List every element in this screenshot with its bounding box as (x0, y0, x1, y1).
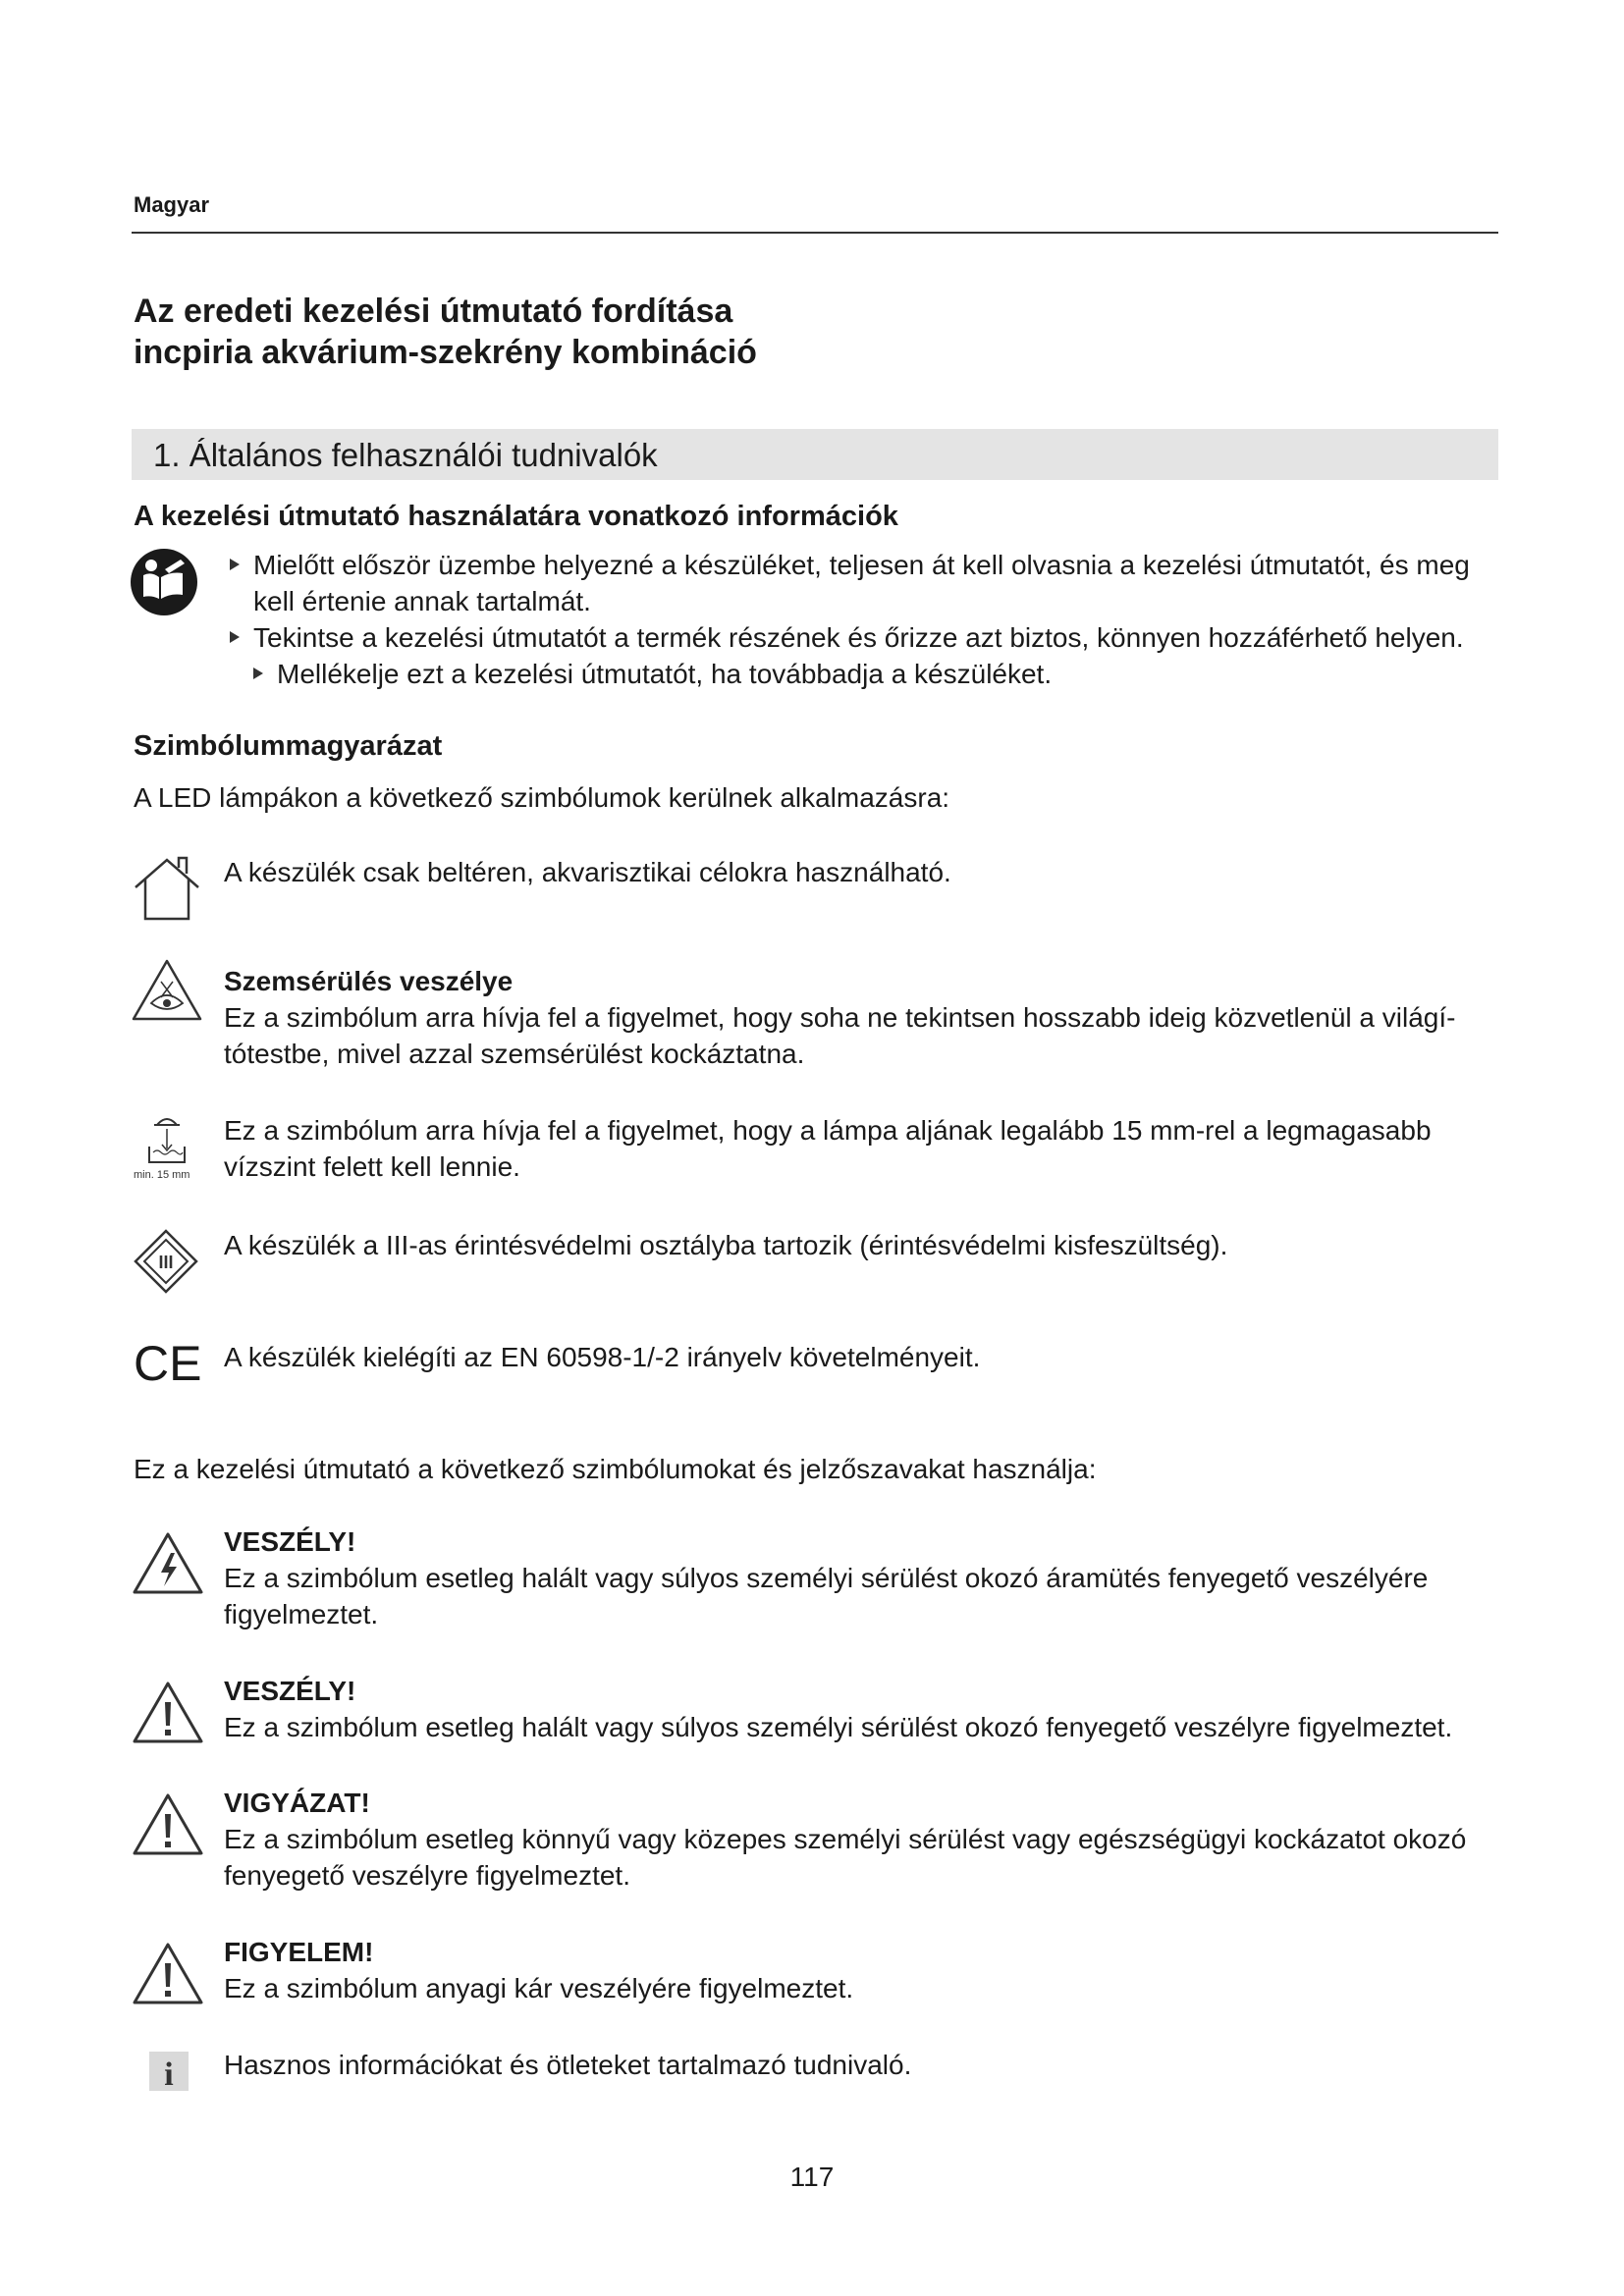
electric-hazard-icon (132, 1531, 204, 1596)
warning-triangle-icon (132, 1792, 204, 1857)
danger-line-1: Ez a szimbólum esetleg halált vagy súlyos személyi sérülést okozó fenyegető veszélyre figyelmeztet. (224, 1712, 1453, 1742)
section-title (153, 438, 658, 473)
header-divider (132, 232, 1498, 234)
read-manual-icon (130, 548, 198, 616)
section-title-text: Általános felhasználói tudnivalók (189, 437, 658, 473)
usage-bullet-1: Mielőtt először üzembe helyezné a készüléket, teljesen át kell olvasnia a kezelési útmutatót, és meg (230, 547, 1470, 583)
ce-mark-icon (134, 1336, 206, 1391)
symbols-intro: A LED lámpákon a következő szimbólumok kerülnek alkalmazásra: (134, 782, 950, 813)
usage-bullet-3: Mellékelje ezt a kezelési útmutatót, ha továbbadja a készüléket. (253, 656, 1052, 692)
ce-text: A készülék kielégíti az EN 60598-1/-2 irányelv követelményeit. (224, 1342, 981, 1372)
title-line-2: incpiria akvárium-szekrény kombináció (134, 334, 757, 371)
class-iii-text: A készülék a III-as érintésvédelmi osztályba tartozik (érintésvédelmi kisfeszültség). (224, 1230, 1228, 1260)
min-distance-water-icon (132, 1111, 202, 1182)
signal-words-intro: Ez a kezelési útmutató a következő szimbólumokat és jelzőszavakat használja: (134, 1454, 1097, 1484)
eye-injury-warning-icon (132, 958, 202, 1023)
eye-warning-line-2: tótestbe, mivel azzal szemsérülést kockáztatna. (224, 1039, 805, 1069)
section-number: 1. (153, 437, 181, 473)
title-line-1: Az eredeti kezelési útmutató fordítása (134, 293, 733, 330)
warning-triangle-icon (132, 1681, 204, 1745)
symbols-heading: Szimbólummagyarázat (134, 730, 443, 762)
eye-warning-title: Szemsérülés veszélye (224, 966, 514, 996)
usage-bullet-2: Tekintse a kezelési útmutatót a termék részének és őrizze azt biztos, könnyen hozzáférhető helyen. (230, 619, 1464, 656)
distance-line-2: vízszint felett kell lennie. (224, 1151, 520, 1182)
eye-warning-line-1: Ez a szimbólum arra hívja fel a figyelmet, hogy soha ne tekintsen hosszabb ideig közvetlenül a világí- (224, 1002, 1456, 1033)
document-title (134, 291, 757, 373)
protection-class-iii-icon (134, 1229, 198, 1294)
danger-electric-line-2: figyelmeztet. (224, 1599, 379, 1629)
bullet-marker-icon (253, 667, 263, 679)
page-number: 117 (789, 2162, 835, 2192)
class-iii-label: III (158, 1253, 174, 1272)
attention-line-1: Ez a szimbólum anyagi kár veszélyére figyelmeztet. (224, 1973, 854, 2003)
danger-electric-line-1: Ez a szimbólum esetleg halált vagy súlyos személyi sérülést okozó áramütés fenyegető veszélyére (224, 1563, 1429, 1593)
indoor-text: A készülék csak beltéren, akvarisztikai célokra használható. (224, 857, 951, 887)
indoor-house-icon (132, 854, 202, 925)
usage-bullet-1-cont: kell értenie annak tartalmát. (253, 586, 591, 616)
info-text: Hasznos információkat és ötleteket tartalmazó tudnivaló. (224, 2050, 912, 2080)
min-distance-label: min. 15 mm (134, 1169, 190, 1181)
attention-title: FIGYELEM! (224, 1937, 374, 1967)
warning-triangle-icon (132, 1942, 204, 2006)
danger-title: VESZÉLY! (224, 1676, 356, 1706)
caution-line-1: Ez a szimbólum esetleg könnyű vagy közepes személyi sérülést vagy egészségügyi kockázatot okozó (224, 1824, 1467, 1854)
caution-title: VIGYÁZAT! (224, 1788, 370, 1818)
caution-line-2: fenyegető veszélyre figyelmeztet. (224, 1860, 630, 1891)
language-label: Magyar (134, 192, 210, 217)
info-icon (147, 2050, 190, 2093)
ce-label: CE (134, 1336, 202, 1391)
danger-electric-title: VESZÉLY! (224, 1526, 356, 1557)
bullet-marker-icon (230, 631, 240, 643)
info-label: i (164, 2056, 174, 2093)
bullet-marker-icon (230, 559, 240, 570)
usage-info-heading: A kezelési útmutató használatára vonatkozó információk (134, 501, 898, 532)
distance-line-1: Ez a szimbólum arra hívja fel a figyelmet, hogy a lámpa aljának legalább 15 mm-rel a legmagasabb (224, 1115, 1432, 1146)
